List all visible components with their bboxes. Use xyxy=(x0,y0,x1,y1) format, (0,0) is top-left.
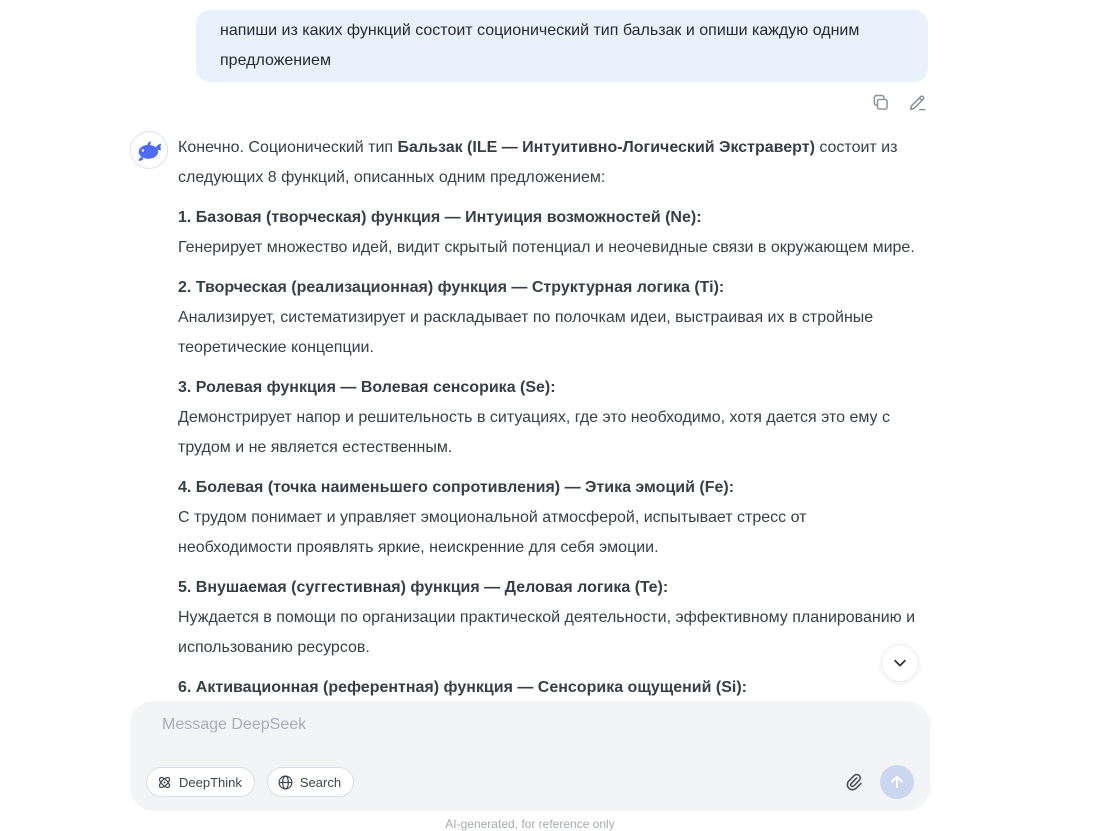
deepthink-label: DeepThink xyxy=(179,774,242,790)
assistant-message xyxy=(178,133,922,713)
copy-icon[interactable] xyxy=(870,92,891,113)
attach-file-icon[interactable] xyxy=(841,770,865,794)
section-body: Нуждается в помощи по организации практической деятельности, эффективному планированию и использованию ресурсов. xyxy=(178,609,916,656)
function-section xyxy=(178,373,922,463)
composer-right-controls xyxy=(841,765,914,799)
search-button[interactable] xyxy=(267,767,354,797)
message-input[interactable] xyxy=(162,716,892,756)
function-sections xyxy=(178,203,922,703)
section-body: С трудом понимает и управляет эмоциональной атмосферой, испытывает стресс от необходимости проявлять яркие, неискренние для себя эмоции. xyxy=(178,509,807,556)
function-section xyxy=(178,573,922,663)
message-actions xyxy=(196,92,928,113)
section-title: 5. Внушаемая (суггестивная) функция — Деловая логика (Te): xyxy=(178,579,669,596)
section-body: Генерирует множество идей, видит скрытый потенциал и неочевидные связи в окружающем мире. xyxy=(178,239,915,256)
atom-icon xyxy=(156,774,173,791)
section-body: Анализирует, систематизирует и раскладывает по полочкам идеи, выстраивая их в стройные теоретические концепции. xyxy=(178,309,874,356)
globe-icon xyxy=(277,774,294,791)
section-body: Демонстрирует напор и решительность в ситуациях, где это необходимо, хотя дается это ему с трудом и не является естественным. xyxy=(178,409,890,456)
section-title: 6. Активационная (референтная) функция — Сенсорика ощущений (Si): xyxy=(178,679,747,696)
assistant-intro xyxy=(178,133,922,193)
section-title: 2. Творческая (реализационная) функция — Структурная логика (Ti): xyxy=(178,279,725,296)
whale-logo-icon xyxy=(136,137,163,164)
section-title: 1. Базовая (творческая) функция — Интуиция возможностей (Ne): xyxy=(178,209,702,226)
intro-bold: Бальзак (ILE — Интуитивно-Логический Экстраверт) xyxy=(397,139,815,156)
deepthink-button[interactable] xyxy=(146,767,255,797)
function-section xyxy=(178,673,922,703)
user-message-bubble xyxy=(196,10,928,82)
section-title: 3. Ролевая функция — Волевая сенсорика (Se): xyxy=(178,379,556,396)
intro-post: состоит из следующих 8 функций, описанных одним предложением: xyxy=(178,139,898,186)
message-composer xyxy=(130,701,930,811)
search-label: Search xyxy=(299,774,342,790)
user-message-text: напиши из каких функций состоит соционический тип бальзак и опиши каждую одним предложением xyxy=(220,22,860,69)
deepseek-avatar xyxy=(130,131,168,169)
edit-icon[interactable] xyxy=(907,92,928,113)
scroll-to-bottom-button[interactable] xyxy=(881,644,919,682)
intro-pre: Конечно. Соционический тип xyxy=(178,139,398,156)
function-section xyxy=(178,273,922,363)
function-section xyxy=(178,203,922,263)
section-title: 4. Болевая (точка наименьшего сопротивления) — Этика эмоций (Fe): xyxy=(178,479,735,496)
send-button[interactable] xyxy=(880,765,914,799)
composer-controls xyxy=(146,765,914,799)
chevron-down-icon xyxy=(891,654,909,672)
ai-disclaimer: AI-generated, for reference only xyxy=(445,817,615,831)
function-section xyxy=(178,473,922,563)
arrow-up-icon xyxy=(888,773,906,791)
